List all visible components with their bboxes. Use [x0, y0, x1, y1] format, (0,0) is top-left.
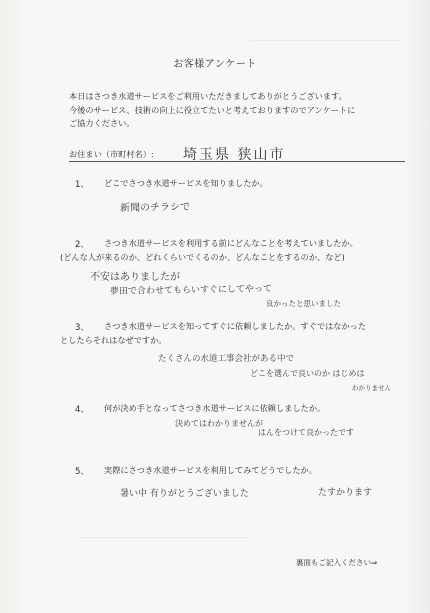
address-underline [69, 161, 405, 162]
handwritten-answer: 夢田で合わせてもらいすぐにしてやって [109, 284, 273, 297]
intro-text [69, 90, 399, 131]
turn-over-note: 裏面もご記入ください⇒ [296, 558, 378, 567]
handwritten-answer: 不安はありましたが [90, 272, 180, 283]
handwritten-answer: たくさんの水道工事会社がある中で [158, 354, 295, 364]
intro-line: ご協力ください。 [69, 118, 135, 128]
question-number: 2、 [75, 240, 89, 250]
question-text: としたらそれはなぜですか。 [60, 335, 167, 345]
handwritten-answer: 暑い中 有りがとうございました [120, 489, 249, 499]
question-number: 4、 [75, 405, 89, 415]
handwritten-answer: わかりません [352, 384, 391, 392]
bleed-through-line [80, 537, 250, 538]
handwritten-answer: 新聞のチラシで [119, 201, 191, 214]
page-title: お客様アンケート [173, 59, 257, 70]
handwritten-answer: 決めてはわかりませんが [175, 419, 263, 428]
bleed-through-line [250, 40, 400, 41]
address-label: お住まい（市町村名）: [69, 149, 154, 159]
question-number: 1、 [75, 180, 89, 190]
question-number: 3、 [75, 323, 89, 333]
handwritten-answer: どこを選んで良いのか はじめは [250, 369, 365, 378]
question-text: (どんな人が来るのか、どれくらいでくるのか、どんなことをするのか、など) [60, 252, 345, 262]
question-text: 何が決め手となってさつき水道サービスに依頼しましたか。 [104, 403, 326, 413]
intro-line: 本日はさつき水道サービスをご利用いただきましてありがとうございます。 [69, 91, 347, 101]
handwritten-answer: はんをつけて良かったです [258, 428, 354, 437]
question-text: どこでさつき水道サービスを知りましたか。 [104, 178, 268, 188]
intro-line: 今後のサービス、技術の向上に役立てたいと考えておりますのでアンケートに [69, 104, 356, 115]
question-number: 5、 [75, 467, 89, 477]
handwritten-answer: 良かったと思いました [266, 299, 341, 308]
question-text: さつき水道サービスを利用する前にどんなことを考えていましたか。 [104, 238, 358, 248]
handwritten-answer: たすかります [318, 488, 373, 498]
question-text: さつき水道サービスを知ってすぐに依頼しましたか。すぐではなかった [104, 321, 367, 331]
question-text: 実際にさつき水道サービスを利用してみてどうでしたか。 [104, 465, 317, 475]
address-handwritten: 埼玉県 狭山市 [183, 147, 286, 163]
